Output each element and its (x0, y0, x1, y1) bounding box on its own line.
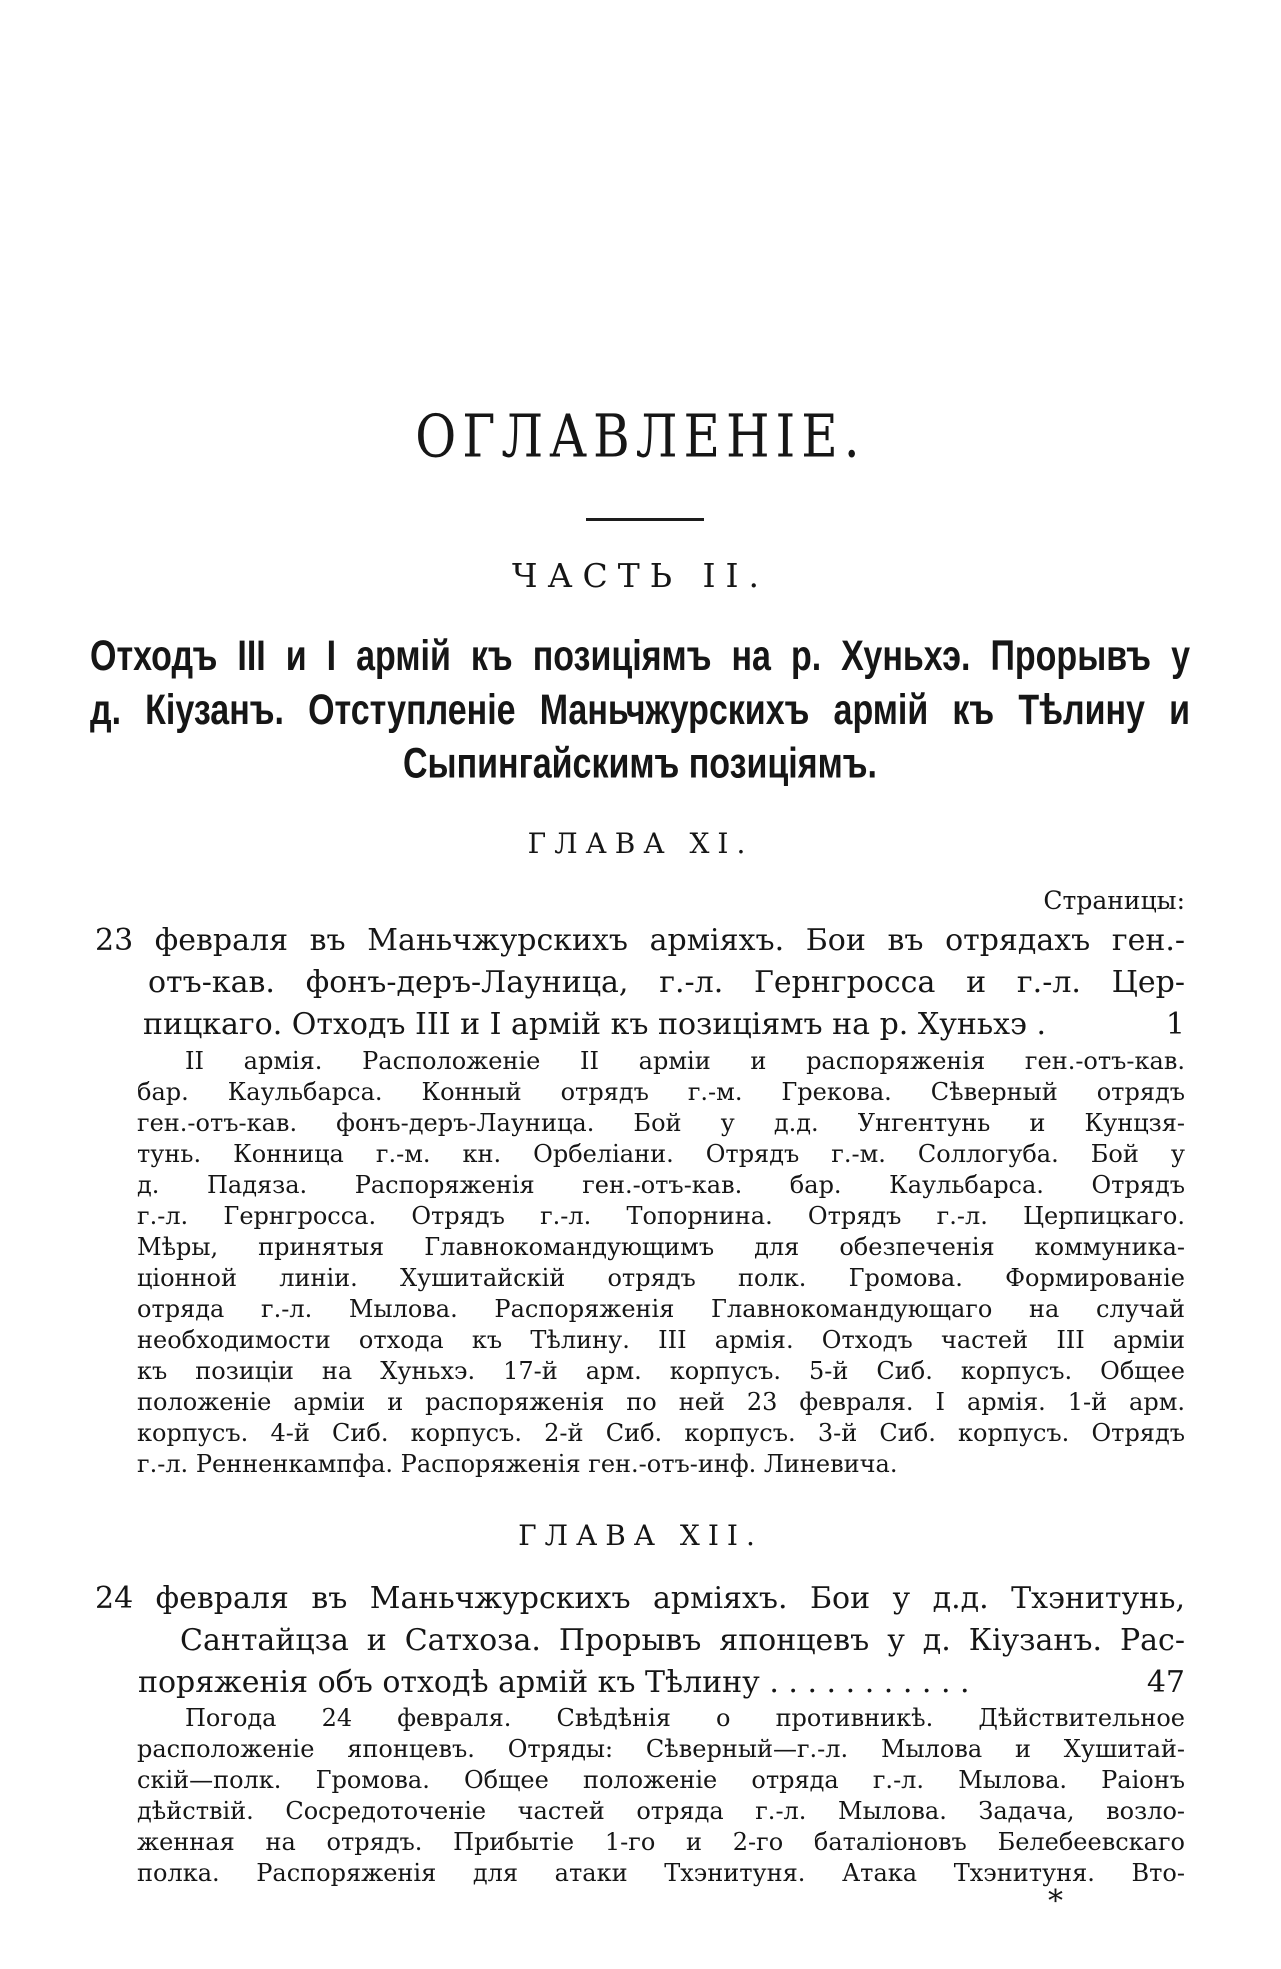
entry-line-text: поряженія объ отходѣ армій къ Тѣлину . . . . . . . . . . . (138, 1665, 970, 1700)
page-number: 47 (1146, 1665, 1185, 1700)
entry-line: 24 февраля въ Маньчжурскихъ арміяхъ. Бои у д.д. Тхэнитунь, (95, 1581, 1185, 1616)
summary-line: полка. Распоряженія для атаки Тхэнитуня. Атака Тхэнитуня. Вто- (137, 1859, 1185, 1887)
chapter-11-entry (95, 920, 1185, 1046)
summary-line: отряда г.-л. Мылова. Распоряженія Главнокомандующаго на случай (137, 1295, 1185, 1323)
summary-line: женная на отрядъ. Прибытіе 1-го и 2-го баталіоновъ Белебеевскаго (137, 1828, 1185, 1856)
summary-line: ціонной линіи. Хушитайскій отрядъ полк. Громова. Формированіе (137, 1264, 1185, 1292)
page-number: 1 (1165, 1007, 1185, 1042)
part-heading: ЧАСТЬ II. (511, 556, 770, 595)
pages-column-label: Страницы: (1043, 886, 1185, 915)
summary-line: Мѣры, принятыя Главнокомандующимъ для обезпеченія коммуника- (137, 1233, 1185, 1261)
summary-line: положеніе арміи и распоряженія по ней 23 февраля. I армія. 1-й арм. (137, 1388, 1185, 1416)
entry-line: Сантайцза и Сатхоза. Прорывъ японцевъ у д. Кіузанъ. Рас- (180, 1623, 1185, 1658)
part-title-line: Отходъ III и I армій къ позиціямъ на р. Хуньхэ. Прорывъ у (90, 632, 1190, 680)
part-title-line: Сыпингайскимъ позиціямъ. (403, 740, 877, 788)
chapter-12-entry (95, 1578, 1185, 1704)
signature-asterisk-mark: * (1048, 1884, 1063, 1919)
summary-line: г.-л. Ренненкампфа. Распоряженія ген.-отъ-инф. Линевича. (137, 1450, 898, 1478)
summary-line: бар. Каульбарса. Конный отрядъ г.-м. Грекова. Сѣверный отрядъ (137, 1078, 1185, 1106)
chapter-12-summary (95, 1703, 1185, 1889)
title-divider-rule (586, 518, 704, 521)
summary-line: скій—полк. Громова. Общее положеніе отряда г.-л. Мылова. Раіонъ (137, 1766, 1185, 1794)
summary-line: тунь. Конница г.-м. кн. Орбеліани. Отрядъ г.-м. Соллогуба. Бой у (137, 1140, 1185, 1168)
summary-line: II армія. Расположеніе II арміи и распоряженія ген.-отъ-кав. (185, 1047, 1185, 1075)
summary-line: дѣйствій. Сосредоточеніе частей отряда г.-л. Мылова. Задача, возло- (137, 1797, 1185, 1825)
summary-line: корпусъ. 4-й Сиб. корпусъ. 2-й Сиб. корпусъ. 3-й Сиб. корпусъ. Отрядъ (137, 1419, 1185, 1447)
chapter-11-heading: ГЛАВА XI. (527, 827, 754, 860)
summary-line: къ позиціи на Хуньхэ. 17-й арм. корпусъ. 5-й Сиб. корпусъ. Общее (137, 1357, 1185, 1385)
part-title (90, 630, 1190, 791)
entry-line (95, 1004, 1185, 1046)
summary-line: д. Падяза. Распоряженія ген.-отъ-кав. бар. Каульбарса. Отрядъ (137, 1171, 1185, 1199)
part-title-line: д. Кіузанъ. Отступленіе Маньчжурскихъ армій къ Тѣлину и (90, 686, 1190, 734)
summary-line: Погода 24 февраля. Свѣдѣнія о противникѣ. Дѣйствительное (185, 1704, 1185, 1732)
summary-line: г.-л. Гернгросса. Отрядъ г.-л. Топорнина. Отрядъ г.-л. Церпицкаго. (137, 1202, 1185, 1230)
entry-line: 23 февраля въ Маньчжурскихъ арміяхъ. Бои въ отрядахъ ген.- (95, 923, 1185, 958)
entry-line-text: пицкаго. Отходъ III и I армій къ позиціямъ на р. Хуньхэ . (143, 1007, 1046, 1042)
page-title: ОГЛАВЛЕНІЕ. (415, 402, 866, 471)
entry-line (95, 1662, 1185, 1704)
entry-line: отъ-кав. фонъ-деръ-Лауница, г.-л. Гернгросса и г.-л. Цер- (148, 965, 1185, 1000)
chapter-12-heading: ГЛАВА XII. (518, 1519, 763, 1552)
chapter-11-summary (95, 1046, 1185, 1480)
summary-line: ген.-отъ-кав. фонъ-деръ-Лауница. Бой у д.д. Унгентунь и Кунцзя- (137, 1109, 1185, 1137)
summary-line: расположеніе японцевъ. Отряды: Сѣверный—г.-л. Мылова и Хушитай- (137, 1735, 1185, 1763)
summary-line: необходимости отхода къ Тѣлину. III армія. Отходъ частей III арміи (137, 1326, 1185, 1354)
